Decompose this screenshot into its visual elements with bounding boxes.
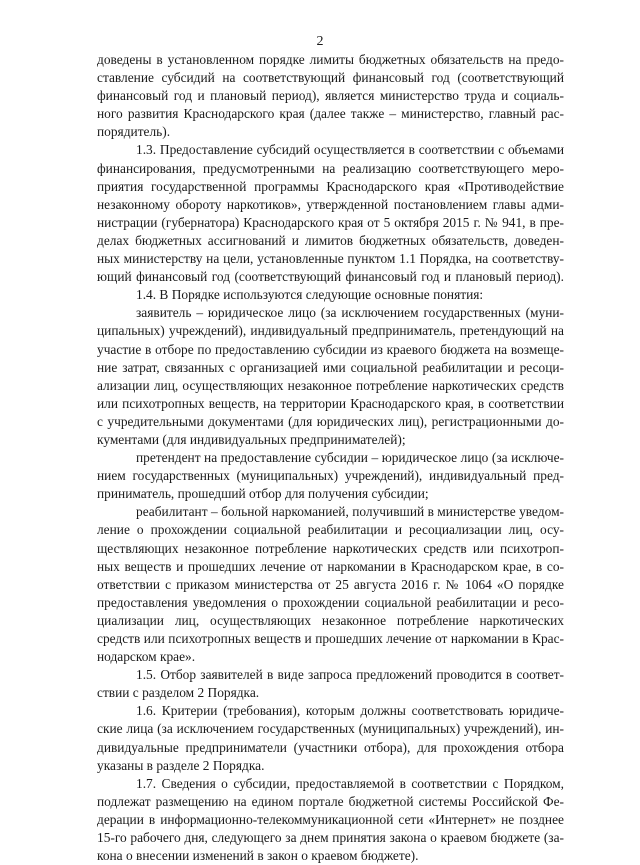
text-line: ответствии с приказом министерства от 25 августа 2016 г. № 1064 «О порядке (97, 576, 564, 592)
text-line: ного развития Краснодарского края (далее также – министерство, главный рас- (97, 106, 564, 122)
text-line: делах бюджетных ассигнований и лимитов бюджетных обязательств, доведен- (97, 232, 564, 248)
text-line: подлежат размещению на едином портале бюджетной системы Российской Фе- (97, 793, 564, 809)
text-line: или психотропных веществ, на территории Краснодарского края, в соответствии (97, 395, 564, 411)
text-line: предоставления уведомления о прохождении социальной реабилитации и ресо- (97, 594, 564, 610)
text-line: кументами (для индивидуальных предпринимателей); (97, 431, 406, 447)
text-line: ных веществ и прошедших лечение от наркомании в Краснодарском крае, в со- (97, 558, 564, 574)
text-line: дивидуальные предприниматели (участники отбора), для прохождения отбора (97, 739, 564, 755)
text-line: ципальных) учреждений), индивидуальный предприниматель, претендующий на (97, 323, 564, 339)
document-body (97, 51, 564, 865)
text-line: порядитель). (97, 124, 171, 140)
text-line: 1.6. Критерии (требования), которым должны соответствовать юридиче- (136, 703, 564, 719)
text-line: средств или психотропных веществ и прошедших лечение от наркомании в Крас- (97, 631, 564, 646)
page-number: 2 (316, 34, 324, 49)
text-line: нодарском крае». (97, 649, 196, 665)
text-line: 15-го рабочего дня, следующего за днем принятия закона о краевом бюджете (за- (97, 830, 564, 846)
text-line: нием государственных (муниципальных) учреждений), индивидуальный пред- (97, 468, 564, 484)
text-line: доведены в установленном порядке лимиты бюджетных обязательств на предо- (97, 52, 564, 67)
text-line: приниматель, прошедший отбор для получения субсидии; (97, 486, 429, 502)
text-line: финансовый год и плановый период), является министерство труда и социаль- (97, 88, 564, 104)
text-line: 1.5. Отбор заявителей в виде запроса предложений проводится в соответ- (136, 667, 564, 683)
text-line: с учредительными документами (для юридических лиц), регистрационными до- (97, 413, 564, 429)
text-line: 1.3. Предоставление субсидий осуществляется в соответствии с объемами (136, 142, 564, 158)
text-line: кона о внесении изменений в закон о краевом бюджете). (97, 848, 419, 864)
text-line: ализации лиц, осуществляющих незаконное потребление наркотических средств (97, 377, 564, 393)
text-line: приятия государственной программы Краснодарского края «Противодействие (97, 178, 564, 194)
text-line: реабилитант – больной наркоманией, получивший в министерстве уведом- (136, 504, 564, 520)
text-line: указаны в разделе 2 Порядка. (97, 757, 265, 773)
text-line: ющий финансовый год (соответствующий финансовый год и плановый период). (97, 269, 564, 285)
text-line: ские лица (за исключением государственных (муниципальных) учреждений), ин- (97, 721, 564, 737)
text-line: заявитель – юридическое лицо (за исключением государственных (муни- (136, 305, 564, 321)
text-line: дерации в информационно-телекоммуникационной сети «Интернет» не позднее (97, 811, 564, 827)
text-line: ление о прохождении социальной реабилитации и ресоциализации лиц, осу- (97, 522, 564, 538)
text-line: ствии с разделом 2 Порядка. (97, 685, 260, 701)
text-line: ществляющих незаконное потребление наркотических средств или психотроп- (97, 540, 564, 556)
text-line: ние затрат, связанных с организацией ими социальной реабилитации и ресоци- (97, 359, 564, 375)
text-line: ных министерству на цели, установленные пунктом 1.1 Порядка, на соответству- (97, 251, 564, 267)
text-line: циализации лиц, осуществляющих незаконное потребление наркотических (97, 612, 564, 628)
text-line: 1.4. В Порядке используются следующие основные понятия: (136, 287, 484, 303)
text-line: участие в отборе по предоставлению субсидии из краевого бюджета на возмеще- (97, 341, 564, 357)
text-line: претендент на предоставление субсидии – юридическое лицо (за исключе- (136, 450, 564, 466)
text-line: нистрации (губернатора) Краснодарского края от 5 октября 2015 г. № 941, в пре- (97, 214, 564, 230)
text-line: финансирования, предусмотренными на реализацию соответствующего меро- (97, 160, 564, 176)
text-line: ставление субсидий на соответствующий финансовый год (соответствующий (97, 70, 564, 86)
text-line: 1.7. Сведения о субсидии, предоставляемой в соответствии с Порядком, (136, 775, 564, 791)
text-line: незаконному обороту наркотиков», утвержденной постановлением главы адми- (97, 196, 564, 212)
